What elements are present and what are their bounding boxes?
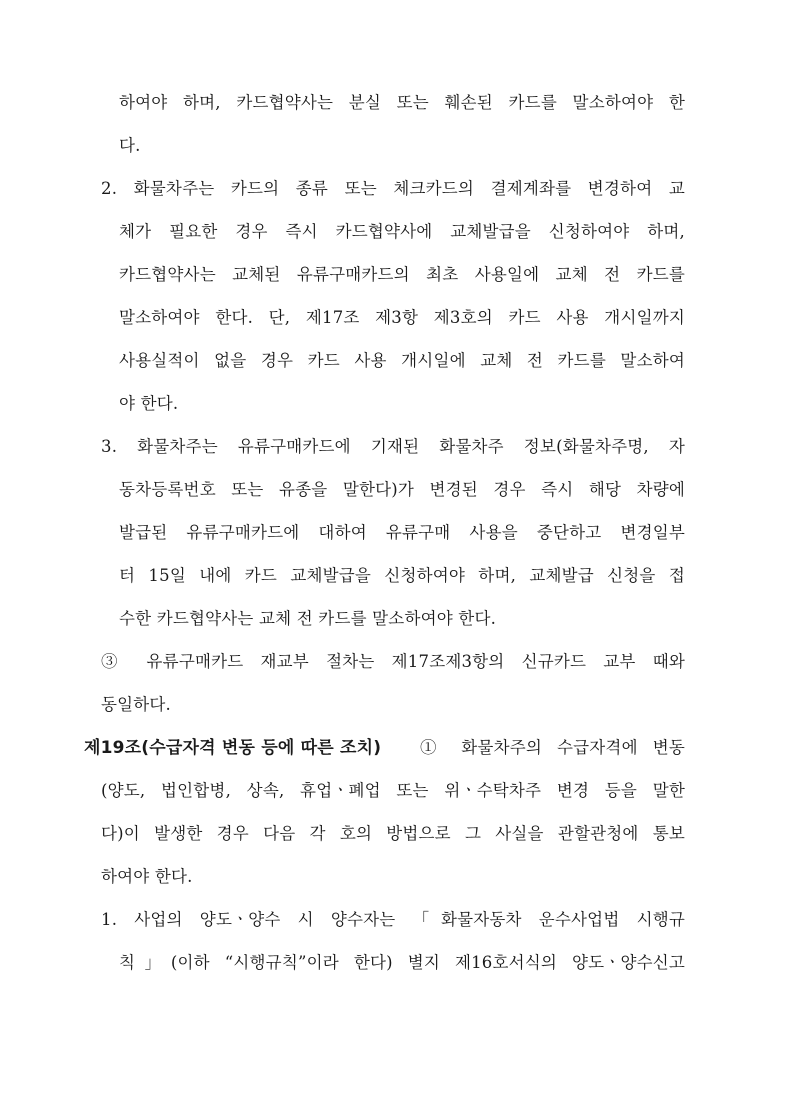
body-line: 카드협약사는 교체된 유류구매카드의 최초 사용일에 교체 전 카드를 xyxy=(119,265,685,284)
body-line: 체가 필요한 경우 즉시 카드협약사에 교체발급을 신청하여야 하며, xyxy=(119,222,685,241)
body-line: ① 화물차주의 수급자격에 변동 xyxy=(420,738,685,757)
body-line: 사용실적이 없을 경우 카드 사용 개시일에 교체 전 카드를 말소하여 xyxy=(119,351,685,370)
list-item-1: 1. 사업의 양도ㆍ양수 시 양수자는 「화물자동차 운수사업법 시행규 xyxy=(101,910,685,929)
paragraph-3: ③ 유류구매카드 재교부 절차는 제17조제3항의 신규카드 교부 때와 xyxy=(101,652,685,671)
body-line: 수한 카드협약사는 교체 전 카드를 말소하여야 한다. xyxy=(119,609,497,628)
body-line: 하여야 하며, 카드협약사는 분실 또는 훼손된 카드를 말소하여야 한 xyxy=(119,93,685,112)
body-line: 칙」(이하 “시행규칙”이라 한다) 별지 제16호서식의 양도ㆍ양수신고 xyxy=(119,953,685,972)
body-line: 동차등록번호 또는 유종을 말한다)가 변경된 경우 즉시 해당 차량에 xyxy=(119,480,685,499)
body-line: 하여야 한다. xyxy=(101,867,193,886)
body-line: (양도, 법인합병, 상속, 휴업ㆍ폐업 또는 위ㆍ수탁차주 변경 등을 말한 xyxy=(101,781,685,800)
list-item-2: 2. 화물차주는 카드의 종류 또는 체크카드의 결제계좌를 변경하여 교 xyxy=(101,179,685,198)
body-line: 말소하여야 한다. 단, 제17조 제3항 제3호의 카드 사용 개시일까지 xyxy=(119,308,685,327)
article-heading: 제19조(수급자격 변동 등에 따른 조치) xyxy=(84,738,382,758)
body-line: 다. xyxy=(119,136,141,155)
body-line: 동일하다. xyxy=(101,695,172,714)
body-line: 터 15일 내에 카드 교체발급을 신청하여야 하며, 교체발급 신청을 접 xyxy=(119,566,685,585)
body-line: 다)이 발생한 경우 다음 각 호의 방법으로 그 사실을 관할관청에 통보 xyxy=(101,824,685,843)
list-item-3: 3. 화물차주는 유류구매카드에 기재된 화물차주 정보(화물차주명, 자 xyxy=(101,437,685,456)
body-line: 발급된 유류구매카드에 대하여 유류구매 사용을 중단하고 변경일부 xyxy=(119,523,685,542)
body-line: 야 한다. xyxy=(119,394,179,413)
